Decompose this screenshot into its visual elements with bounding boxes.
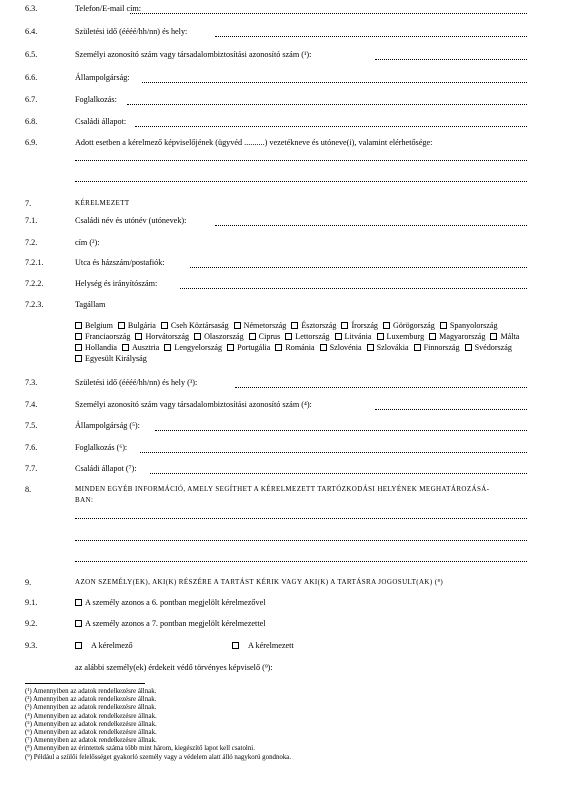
checkbox[interactable] <box>429 333 436 340</box>
checkbox[interactable] <box>164 344 171 351</box>
country-option[interactable] <box>194 332 244 341</box>
country-option[interactable] <box>414 343 460 352</box>
country-label: Szlovákia <box>376 343 409 352</box>
section-number: 7.3. <box>25 378 38 387</box>
fill-line[interactable] <box>75 181 527 182</box>
country-label: Írország <box>351 321 378 330</box>
checkbox[interactable] <box>194 333 201 340</box>
country-label: Horvátország <box>145 332 190 341</box>
footnote: (¹) Amennyiben az adatok rendelkezésre állnak. <box>25 688 157 695</box>
country-option[interactable] <box>285 332 329 341</box>
country-label: Görögország <box>393 321 435 330</box>
country-option[interactable] <box>291 321 336 330</box>
field-row-7-2-2 <box>0 279 573 291</box>
section-number: 7.1. <box>25 216 38 225</box>
field-row-6-9 <box>0 138 573 150</box>
footnote: (⁵) Amennyiben az adatok rendelkezésre állnak. <box>25 720 157 728</box>
country-option[interactable] <box>440 321 498 330</box>
section-number: 6.8. <box>25 117 38 126</box>
fill-line[interactable] <box>135 126 527 127</box>
footnote: (⁴) Amennyiben az adatok rendelkezésre állnak. <box>25 712 157 720</box>
section-number: 6.3. <box>25 4 38 13</box>
fill-line[interactable] <box>150 473 527 474</box>
field-label: Családi állapot: <box>75 117 127 126</box>
country-label: Finnország <box>423 343 460 352</box>
checkbox-option[interactable] <box>232 641 294 650</box>
country-label: Bulgária <box>127 321 156 330</box>
field-row-7-1 <box>0 216 573 228</box>
footnote: (²) Amennyiben az adatok rendelkezésre állnak. <box>25 696 157 704</box>
checkbox[interactable] <box>75 355 82 362</box>
checkbox[interactable] <box>75 322 82 329</box>
section-number: 8. <box>25 485 32 494</box>
checkbox[interactable] <box>465 344 472 351</box>
checkbox[interactable] <box>291 322 298 329</box>
country-label: Luxemburg <box>386 332 425 341</box>
country-option[interactable] <box>75 354 147 363</box>
fill-line[interactable] <box>75 518 527 519</box>
checkbox[interactable] <box>377 333 384 340</box>
field-label: Utca és házszám/postafiók: <box>75 258 165 267</box>
country-option[interactable] <box>75 332 130 341</box>
fill-line[interactable] <box>215 225 527 226</box>
field-label: Foglalkozás: <box>75 95 117 104</box>
country-option[interactable] <box>122 343 159 352</box>
checkbox[interactable] <box>341 322 348 329</box>
section-number: 7.2. <box>25 238 38 247</box>
country-option[interactable] <box>490 332 519 341</box>
section-number: 6.6. <box>25 73 38 82</box>
field-label: Személyi azonosító szám vagy társadalombiztosítási azonosító szám (⁴): <box>75 400 312 409</box>
checkbox[interactable] <box>440 322 447 329</box>
checkbox-option[interactable] <box>75 641 133 650</box>
country-label: Ausztria <box>131 343 160 352</box>
country-label: Németország <box>243 321 287 330</box>
country-label: Lengyelország <box>174 343 223 352</box>
checkbox[interactable] <box>227 344 234 351</box>
field-label: Születési idő (éééé/hh/nn) és hely: <box>75 27 188 36</box>
country-option[interactable] <box>75 321 113 330</box>
fill-line[interactable] <box>190 267 527 268</box>
option-row-9-2 <box>0 619 573 631</box>
country-label: Portugália <box>237 343 271 352</box>
field-label: cím (²): <box>75 238 100 247</box>
checkbox[interactable] <box>490 333 497 340</box>
checkbox-option[interactable] <box>75 619 268 628</box>
field-row-6-3 <box>0 4 573 16</box>
field-row-6-5 <box>0 50 573 62</box>
checkbox-label: A személy azonos a 6. pontban megjelölt kérelmezővel <box>85 598 266 607</box>
section-heading-8-cont <box>0 496 573 508</box>
section-number: 7.6. <box>25 443 38 452</box>
country-label: Magyarország <box>439 332 486 341</box>
country-label: Svédország <box>474 343 512 352</box>
country-label: Franciaország <box>85 332 131 341</box>
checkbox[interactable] <box>234 322 241 329</box>
field-label: Állampolgárság: <box>75 73 130 82</box>
section-number: 7.7. <box>25 464 38 473</box>
country-option[interactable] <box>377 332 425 341</box>
checkbox[interactable] <box>285 333 292 340</box>
field-row-7-4 <box>0 400 573 412</box>
field-row-7-3 <box>0 378 573 390</box>
checkbox[interactable] <box>232 642 239 649</box>
field-label: az alábbi személy(ek) érdekeit védő törvényes képviselő (⁹): <box>75 663 273 672</box>
country-label: Lettország <box>295 332 330 341</box>
country-option[interactable] <box>341 321 378 330</box>
checkbox[interactable] <box>161 322 168 329</box>
field-label: Személyi azonosító szám vagy társadalombiztosítási azonosító szám (¹): <box>75 50 312 59</box>
field-label: Tagállam <box>75 300 106 309</box>
checkbox[interactable] <box>75 642 82 649</box>
country-label: Szlovénia <box>329 343 362 352</box>
section-number: 7.2.2. <box>25 279 44 288</box>
section-title-continuation: BAN: <box>75 496 94 504</box>
country-label: Románia <box>285 343 315 352</box>
country-option[interactable] <box>234 321 287 330</box>
section-number: 6.4. <box>25 27 38 36</box>
fill-line[interactable] <box>235 387 527 388</box>
fill-line[interactable] <box>375 59 527 60</box>
option-row-9-3 <box>0 641 573 653</box>
fill-line[interactable] <box>142 82 527 83</box>
checkbox-label: A kérelmező <box>91 641 133 650</box>
field-label: Családi állapot (⁷): <box>75 464 137 473</box>
checkbox[interactable] <box>383 322 390 329</box>
field-row-6-8 <box>0 117 573 129</box>
footnote: (³) Amennyiben az adatok rendelkezésre állnak. <box>25 704 157 712</box>
fill-line[interactable] <box>155 430 527 431</box>
checkbox[interactable] <box>335 333 342 340</box>
section-number: 7. <box>25 199 32 208</box>
field-row-6-7 <box>0 95 573 107</box>
footnote: (⁹) Például a szülői felelősséget gyakorló személy vagy a védelem alatt álló nagykorú gondnoka. <box>25 753 292 761</box>
checkbox[interactable] <box>414 344 421 351</box>
fill-line[interactable] <box>215 36 527 37</box>
country-label: Belgium <box>85 321 113 330</box>
country-label: Olaszország <box>204 332 244 341</box>
fill-line[interactable] <box>127 104 527 105</box>
country-option[interactable] <box>383 321 435 330</box>
checkbox[interactable] <box>75 344 82 351</box>
fill-line[interactable] <box>180 288 527 289</box>
country-option[interactable] <box>135 332 189 341</box>
section-title: KÉRELMEZETT <box>75 199 130 207</box>
section-title: MINDEN EGYÉB INFORMÁCIÓ, AMELY SEGÍTHET A KÉRELMEZETT TARTÓZKODÁSI HELYÉNEK MEGHATÁROZÁSÁ- <box>75 485 490 493</box>
field-row-6-6 <box>0 73 573 85</box>
option-row-9-1 <box>0 598 573 610</box>
checkbox[interactable] <box>75 620 82 627</box>
field-label: Helység és irányítószám: <box>75 279 158 288</box>
checkbox[interactable] <box>122 344 129 351</box>
field-label: Adott esetben a kérelmező képviselőjének (ügyvéd ..........) vezetékneve és utóneve(i), valamint elérhetősége: <box>75 138 433 147</box>
section-number: 6.5. <box>25 50 38 59</box>
legal-representative-line <box>0 663 573 675</box>
country-option[interactable] <box>118 321 156 330</box>
country-label: Egyesült Királyság <box>85 354 147 363</box>
field-row-7-5 <box>0 421 573 433</box>
country-option[interactable] <box>161 321 229 330</box>
country-option[interactable] <box>335 332 372 341</box>
field-row-6-4 <box>0 27 573 39</box>
country-label: Hollandia <box>85 343 117 352</box>
fill-line[interactable] <box>75 561 527 562</box>
section-number: 7.2.1. <box>25 258 44 267</box>
field-row-7-2 <box>0 238 573 250</box>
section-number: 9.2. <box>25 619 38 628</box>
checkbox-label: A személy azonos a 7. pontban megjelölt kérelmezettel <box>85 619 266 628</box>
section-heading-7 <box>0 199 573 211</box>
fill-line[interactable] <box>75 540 527 541</box>
field-label: Születési idő (éééé/hh/nn) és hely (³): <box>75 378 198 387</box>
section-number: 6.7. <box>25 95 38 104</box>
country-option[interactable] <box>75 343 117 352</box>
checkbox[interactable] <box>320 344 327 351</box>
section-number: 9.3. <box>25 641 38 650</box>
checkbox[interactable] <box>367 344 374 351</box>
section-number: 7.5. <box>25 421 38 430</box>
checkbox[interactable] <box>275 344 282 351</box>
checkbox[interactable] <box>249 333 256 340</box>
country-label: Ciprus <box>258 332 281 341</box>
checkbox[interactable] <box>75 333 82 340</box>
field-label: Foglalkozás (⁶): <box>75 443 128 452</box>
country-label: Litvánia <box>344 332 372 341</box>
fill-line[interactable] <box>140 452 527 453</box>
country-option[interactable] <box>465 343 512 352</box>
field-label: Telefon/E-mail cím: <box>75 4 142 13</box>
country-option[interactable] <box>367 343 409 352</box>
country-label: Észtország <box>301 321 337 330</box>
checkbox-option[interactable] <box>75 598 268 607</box>
country-option[interactable] <box>429 332 485 341</box>
country-label: Spanyolország <box>449 321 498 330</box>
country-option[interactable] <box>320 343 362 352</box>
checkbox[interactable] <box>75 599 82 606</box>
section-number: 9. <box>25 578 32 587</box>
country-option[interactable] <box>164 343 222 352</box>
field-label: Állampolgárság (⁵): <box>75 421 140 430</box>
member-state-checkbox-list <box>75 320 535 364</box>
section-number: 6.9. <box>25 138 38 147</box>
footnote: (⁶) Amennyiben az adatok rendelkezésre állnak. <box>25 729 157 737</box>
country-label: Cseh Köztársaság <box>170 321 229 330</box>
field-row-7-7 <box>0 464 573 476</box>
fill-line[interactable] <box>130 13 527 14</box>
fill-line[interactable] <box>75 160 527 161</box>
checkbox-label: A kérelmezett <box>248 641 294 650</box>
section-number: 9.1. <box>25 598 38 607</box>
footnote: (⁷) Amennyiben az adatok rendelkezésre állnak. <box>25 737 157 745</box>
section-heading-9 <box>0 578 573 590</box>
country-option[interactable] <box>249 332 281 341</box>
field-label: Családi név és utónév (utónevek): <box>75 216 187 225</box>
footnote-separator <box>25 683 145 684</box>
country-option[interactable] <box>275 343 314 352</box>
section-number: 7.2.3. <box>25 300 44 309</box>
footnotes <box>25 688 291 762</box>
section-title: AZON SZEMÉLY(EK), AKI(K) RÉSZÉRE A TARTÁST KÉRIK VAGY AKI(K) A TARTÁSRA JOGOSULT(AK) (⁸) <box>75 578 444 586</box>
section-number: 7.4. <box>25 400 38 409</box>
checkbox[interactable] <box>135 333 142 340</box>
field-row-7-2-1 <box>0 258 573 270</box>
fill-line[interactable] <box>375 409 527 410</box>
field-row-7-2-3 <box>0 300 573 312</box>
footnote: (⁸) Amennyiben az érintettek száma több mint három, kiegészítő lapot kell csatolni. <box>25 745 255 753</box>
checkbox[interactable] <box>118 322 125 329</box>
country-option[interactable] <box>227 343 270 352</box>
country-label: Málta <box>500 332 520 341</box>
field-row-7-6 <box>0 443 573 455</box>
